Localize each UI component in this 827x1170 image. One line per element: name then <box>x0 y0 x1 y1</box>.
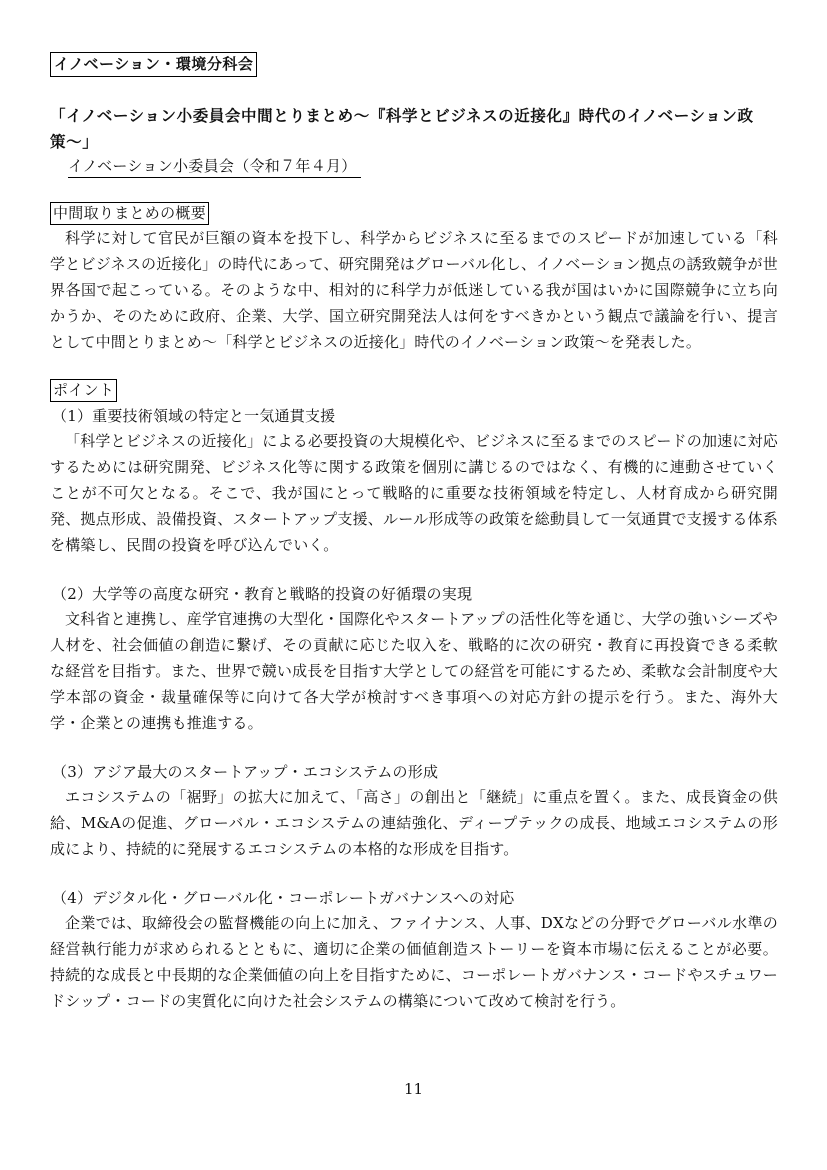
point-text: 企業では、取締役会の監督機能の向上に加え、ファイナンス、人事、DXなどの分野でグローバル水準の経営執行能力が求められるとともに、適切に企業の価値創造ストーリーを資本市場に伝えることが必要。持続的な成長と中長期的な企業価値の向上を目指すために、コーポレートガバナンス・コードやスチュワードシップ・コードの実質化に向けた社会システムの構築について改めて検討を行う。 <box>50 914 778 1010</box>
document-page <box>50 52 778 1014</box>
point-heading: （3）アジア最大のスタートアップ・エコシステムの形成 <box>52 763 439 781</box>
point-heading: （2）大学等の高度な研究・教育と戦略的投資の好循環の実現 <box>52 585 473 603</box>
page-number: 11 <box>403 1080 424 1098</box>
point-heading: （4）デジタル化・グローバル化・コーポレートガバナンスへの対応 <box>52 889 515 907</box>
point-text: エコシステムの「裾野」の拡大に加えて、「高さ」の創出と「継続」に重点を置く。また、成長資金の供給、M&Aの促進、グローバル・エコシステムの連結強化、ディープテックの成長、地域エコシステムの形成により、持続的に発展するエコシステムの本格的な形成を目指す。 <box>50 788 778 858</box>
points-label: ポイント <box>50 379 117 402</box>
points-list <box>50 404 778 1014</box>
point-heading: （1）重要技術領域の特定と一気通貫支援 <box>52 407 336 425</box>
point-item <box>50 886 778 1014</box>
point-item <box>50 404 778 558</box>
section-title: イノベーション・環境分科会 <box>50 52 257 77</box>
points-section <box>50 355 778 1014</box>
point-item <box>50 582 778 736</box>
overview-text: 科学に対して官民が巨額の資本を投下し、科学からビジネスに至るまでのスピードが加速している「科学とビジネスの近接化」の時代にあって、研究開発はグローバル化し、イノベーション拠点の誘致競争が世界各国で起こっている。そのような中、相対的に科学力が低迷している我が国はいかに国際競争に立ち向かうか、そのために政府、企業、大学、国立研究開発法人は何をすべきかという観点で議論を行い、提言として中間とりまとめ〜「科学とビジネスの近接化」時代のイノベーション政策〜を発表した。 <box>50 229 778 351</box>
point-text: 「科学とビジネスの近接化」による必要投資の大規模化や、ビジネスに至るまでのスピードの加速に対応するためには研究開発、ビジネス化等に関する政策を個別に講じるのではなく、有機的に連動させていくことが不可欠となる。そこで、我が国にとって戦略的に重要な技術領域を特定し、人材育成から研究開発、拠点形成、設備投資、スタートアップ支援、ルール形成等の政策を総動員して一気通貫で支援する体系を構築し、民間の投資を呼び込んでいく。 <box>50 432 778 554</box>
point-item <box>50 760 778 862</box>
document-subtitle: イノベーション小委員会（令和７年４月） <box>68 155 361 178</box>
overview-label: 中間取りまとめの概要 <box>50 202 209 225</box>
document-title: 「イノベーション小委員会中間とりまとめ〜『科学とビジネスの近接化』時代のイノベーション政策〜」 <box>50 107 754 151</box>
point-text: 文科省と連携し、産学官連携の大型化・国際化やスタートアップの活性化等を通じ、大学の強いシーズや人材を、社会価値の創造に繋げ、その貢献に応じた収入を、戦略的に次の研究・教育に再投資できる柔軟な経営を目指す。また、世界で競い成長を目指す大学としての経営を可能にするため、柔軟な会計制度や大学本部の資金・裁量確保等に向けて各大学が検討すべき事項への対応方針の提示を行う。また、海外大学・企業との連携も推進する。 <box>50 610 778 732</box>
overview-section <box>50 178 778 355</box>
